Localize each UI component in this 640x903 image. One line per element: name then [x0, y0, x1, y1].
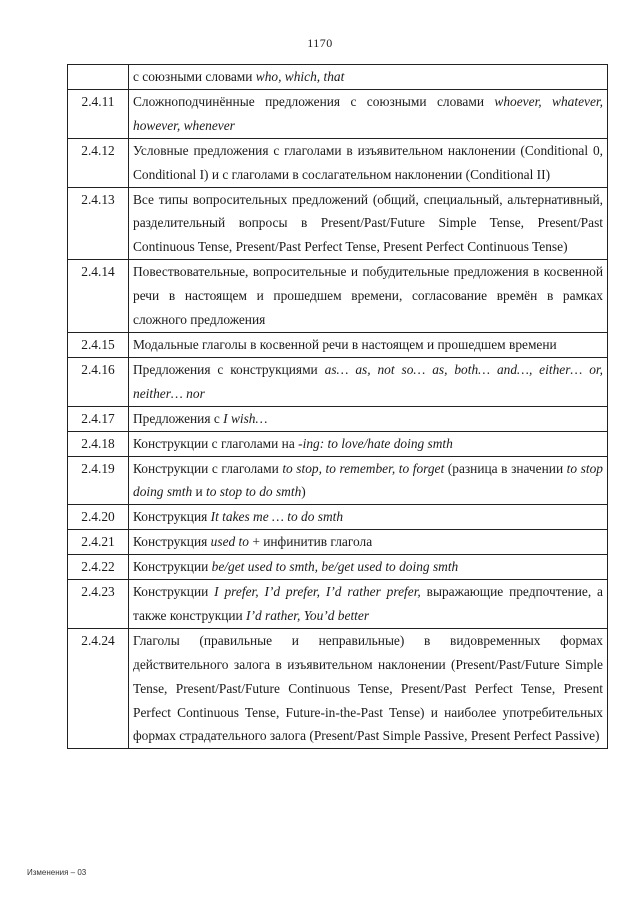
table-row — [68, 65, 608, 90]
description-text: выражающие предпочтение, а также конструкции — [133, 584, 603, 623]
topic-description — [129, 357, 608, 406]
example-text: It takes me … to do smth — [210, 509, 344, 525]
table-body — [68, 65, 608, 749]
description-text: Все типы вопросительных предложений (общий, специальный, альтернативный, разделительный вопросы в Present/Past/Future Simple Tense, Present/Past Continuous Tense, Present/Past Perfect Tense, Present Perfect Continuous Tense) — [133, 191, 603, 255]
table-row — [68, 628, 608, 749]
table-row — [68, 138, 608, 187]
example-text: be/get used to smth, be/get used to doing smth — [211, 559, 459, 575]
description-text: ) — [301, 484, 306, 500]
description-text: Модальные глаголы в косвенной речи в настоящем и прошедшем времени — [133, 336, 557, 352]
description-text: Конструкции с глаголами на — [133, 435, 299, 451]
topic-description — [129, 406, 608, 431]
table-row — [68, 456, 608, 505]
page-number: 1170 — [307, 36, 333, 50]
table-row — [68, 505, 608, 530]
example-text: -ing: to love/hate doing smth — [298, 435, 453, 451]
description-text: Глаголы (правильные и неправильные) в видовременных формах действительного залога в изъявительном наклонении (Present/Past/Future Simple Tense, Present/Past/Future Continuous Tense, Present/Past Perfect Tense, Present Perfect Continuous Tense, Future-in-the-Past Tense) и наиболее употребительных формах страдательного залога (Present/Past Simple Passive, Present Perfect Passive) — [133, 632, 603, 744]
description-text: Предложения с — [133, 410, 224, 426]
grammar-topics-table — [67, 64, 608, 749]
revision-footer: Изменения – 03 — [27, 868, 87, 877]
topic-description — [129, 260, 608, 333]
section-code: 2.4.23 — [68, 580, 129, 629]
topic-description — [129, 505, 608, 530]
topic-description — [129, 332, 608, 357]
example-text: to stop, to remember, to forget — [282, 460, 445, 476]
topic-description — [129, 628, 608, 749]
topic-description — [129, 187, 608, 260]
example-text: to stop to do smth — [206, 484, 302, 500]
topic-description — [129, 580, 608, 629]
table-row — [68, 530, 608, 555]
example-text: I’d rather, You’d better — [246, 607, 370, 623]
description-text: Конструкции — [133, 584, 215, 600]
section-code: 2.4.14 — [68, 260, 129, 333]
table-row — [68, 260, 608, 333]
example-text: who, which, that — [255, 69, 345, 84]
table-row — [68, 187, 608, 260]
description-text: с союзными словами — [133, 69, 256, 84]
section-code: 2.4.20 — [68, 505, 129, 530]
table-row — [68, 580, 608, 629]
table-row — [68, 332, 608, 357]
section-code: 2.4.13 — [68, 187, 129, 260]
section-code: 2.4.11 — [68, 89, 129, 138]
description-text: Конструкции — [133, 559, 212, 575]
example-text: whoever, whatever, however, whenever — [133, 93, 603, 133]
description-text: Конструкции с глаголами — [133, 460, 283, 476]
table-row — [68, 431, 608, 456]
description-text: (разница в значении — [444, 460, 567, 476]
section-code: 2.4.15 — [68, 332, 129, 357]
description-text: + инфинитив глагола — [248, 534, 373, 550]
table-row — [68, 89, 608, 138]
description-text: и — [192, 484, 207, 500]
description-text: Сложноподчинённые предложения с союзными словами — [133, 93, 495, 109]
example-text: as… as, not so… as, both… and…, either… or, neither… nor — [133, 361, 603, 401]
topic-description — [129, 555, 608, 580]
section-code: 2.4.22 — [68, 555, 129, 580]
topic-description — [129, 138, 608, 187]
example-text: I prefer, I’d prefer, I’d rather prefer, — [214, 584, 421, 600]
topic-description — [129, 431, 608, 456]
section-code: 2.4.24 — [68, 628, 129, 749]
section-code: 2.4.21 — [68, 530, 129, 555]
table-row — [68, 357, 608, 406]
example-text: to stop doing smth — [133, 460, 603, 500]
description-text: Конструкция — [133, 509, 211, 525]
description-text: Предложения с конструкциями — [133, 361, 325, 377]
table-row — [68, 555, 608, 580]
section-code — [68, 65, 129, 90]
description-text: Повествовательные, вопросительные и побудительные предложения в косвенной речи в настоящем и прошедшем времени, согласование времён в рамках сложного предложения — [133, 264, 603, 328]
section-code: 2.4.12 — [68, 138, 129, 187]
table-row — [68, 406, 608, 431]
example-text: used to — [210, 534, 249, 550]
description-text: Условные предложения с глаголами в изъявительном наклонении (Conditional 0, Conditional I) и с глаголами в сослагательном наклонении (Conditional II) — [133, 142, 603, 182]
section-code: 2.4.18 — [68, 431, 129, 456]
example-text: I wish… — [223, 410, 268, 426]
topic-description — [129, 530, 608, 555]
topic-description — [129, 456, 608, 505]
description-text: Конструкция — [133, 534, 211, 550]
section-code: 2.4.16 — [68, 357, 129, 406]
section-code: 2.4.17 — [68, 406, 129, 431]
topic-description — [129, 89, 608, 138]
section-code: 2.4.19 — [68, 456, 129, 505]
topic-description — [129, 65, 608, 90]
